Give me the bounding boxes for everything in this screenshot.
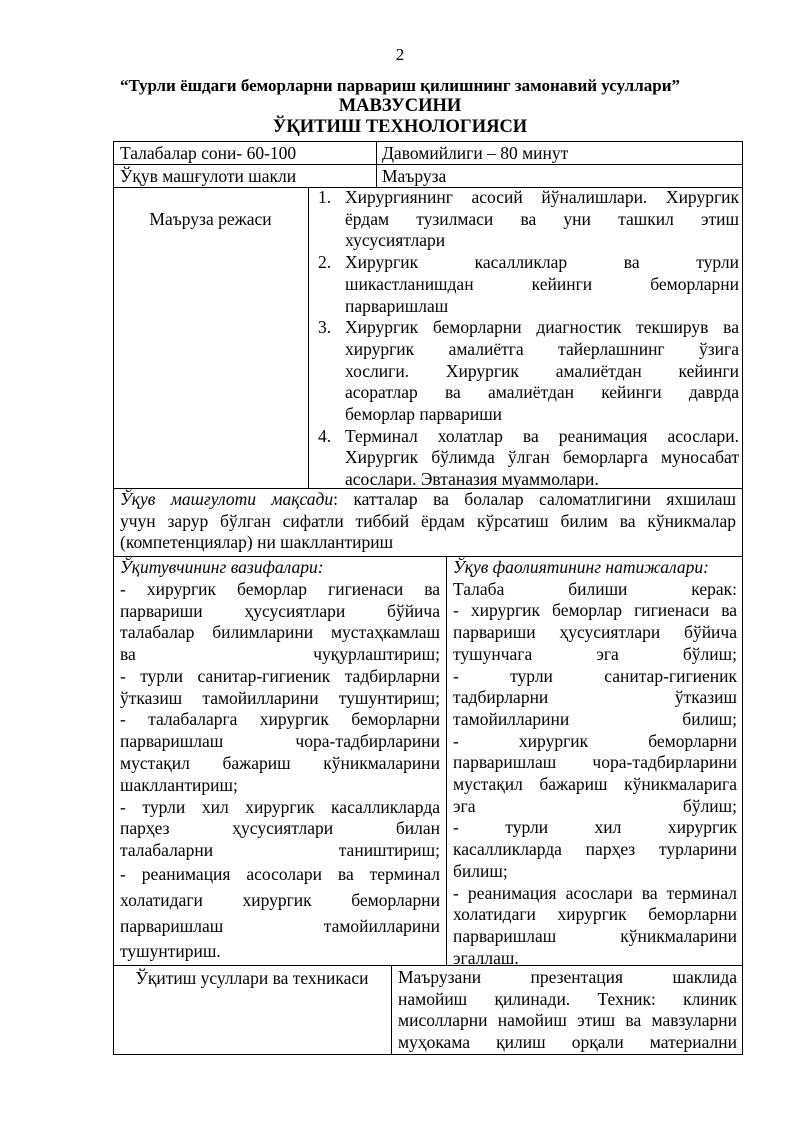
teacher-task-line: ўтказиш тамойилларини тушунтириш; <box>120 687 440 708</box>
learning-result-line: мустақил бажариш кўникмаларига <box>453 774 737 795</box>
learning-result-line: - хирургик беморларни <box>453 730 737 751</box>
teacher-task-line: - турли санитар-гигиеник тадбирларни <box>120 665 440 686</box>
lecture-plan-item-line: шикастланишдан кейинги беморларни <box>345 273 739 294</box>
title-line-3: ЎҚИТИШ ТЕХНОЛОГИЯСИ <box>272 117 528 137</box>
duration: Давомийлиги – 80 минут <box>382 143 569 163</box>
lecture-plan-item <box>309 426 739 491</box>
methods-line: намойиш қилинади. Техник: клиник <box>398 988 737 1009</box>
lecture-plan-item <box>309 317 739 426</box>
learning-result-line: эгаллаш. <box>453 947 519 968</box>
methods-line: Маърузани презентация шаклида <box>398 967 737 987</box>
lecture-plan-item-line: хусусиятлари <box>345 230 446 251</box>
lecture-plan-item-number: 1. <box>318 187 332 207</box>
learning-result-line: - хирургик беморлар гигиенаси ва <box>453 600 737 621</box>
teacher-tasks-title: Ўқитувчининг вазифалари: <box>120 557 324 577</box>
teacher-task-line: - хирургик беморлар гигиенаси ва <box>120 578 440 599</box>
lecture-plan-item-line: Терминал холатлар ва реанимация асослари. <box>345 425 739 446</box>
learning-result-line: тушунчага эга бўлиш; <box>453 643 737 664</box>
lecture-plan-item-line: беморлар парвариши <box>345 404 503 425</box>
lecture-plan-item-line: асоратлар ва амалиётдан кейинги даврда <box>345 382 739 403</box>
lecture-plan-item-line: ёрдам тузилмаси ва уни ташкил этиш <box>345 208 739 229</box>
learning-result-line: Талаба билиши керак: <box>453 578 737 599</box>
teacher-task-line: парҳез ҳусусиятлари билан <box>120 818 440 839</box>
teacher-task-line: шакллантириш; <box>120 774 238 795</box>
methods-label: Ўқитиш усуллари ва техникаси <box>135 968 369 988</box>
learning-result-line: парвариши ҳусусиятлари бўйича <box>453 622 737 643</box>
lecture-plan-item-line: Хирургик беморларни диагностик текширув ва <box>345 317 739 338</box>
teacher-task-line: парваришлаш чора-тадбирларини <box>120 731 440 752</box>
goal-text: : катталар ва болалар саломатлигини яхшилаш <box>333 489 736 509</box>
learning-result-line: тадбирларни ўтказиш <box>453 687 737 708</box>
lecture-plan-item-line: парваришлаш <box>345 295 449 316</box>
lecture-plan-item-line: асослари. Эвтаназия муаммолари. <box>345 469 599 490</box>
teacher-task-line: - турли хил хирургик касалликларда <box>120 796 440 817</box>
learning-result-line: тамойилларини билиш; <box>453 708 737 729</box>
lecture-plan-item-number: 2. <box>318 252 332 273</box>
teacher-task-line: - талабаларга хирургик беморларни <box>120 709 440 730</box>
goal-line: учун зарур бўлган сифатли тиббий ёрдам кўрсатиш билим ва кўникмалар <box>120 510 736 531</box>
teacher-tasks <box>120 557 440 965</box>
title-line-1: “Турли ёшдаги беморларни парвариш қилишнинг замонавий усуллари” <box>119 76 681 95</box>
learning-results-title: Ўқув фаолиятининг натижалари: <box>453 557 709 577</box>
learning-result-line: холатидаги хирургик беморларни <box>453 904 737 925</box>
teacher-task-line: - реанимация асосолари ва терминал <box>120 864 440 885</box>
teacher-task-line: мустақил бажариш кўникмаларини <box>120 753 440 774</box>
learning-result-line: касалликларда парҳез турларини <box>453 839 737 860</box>
learning-result-line: - реанимация асослари ва терминал <box>453 882 737 903</box>
learning-result-line: - турли санитар-гигиеник <box>453 665 737 686</box>
methods-value <box>398 967 737 1054</box>
lecture-plan-item-line: Хирургиянинг асосий йўналишлари. Хирургик <box>345 187 739 207</box>
lesson-form-value: Маъруза <box>382 166 447 186</box>
learning-result-line: - турли хил хирургик <box>453 817 737 838</box>
learning-result-line: парваришлаш кўникмаларини <box>453 925 737 946</box>
lecture-plan-item-line: хослиги. Хирургик амалиётдан кейинги <box>345 360 739 381</box>
teacher-task-line: парвариши ҳусусиятлари бўйича <box>120 600 440 621</box>
document-title <box>0 75 800 138</box>
goal-label: Ўқув машғулоти мақсади <box>120 489 334 509</box>
lecture-plan-item-line: Хирургик касалликлар ва турли <box>345 252 739 273</box>
lecture-plan-item <box>309 252 739 317</box>
teacher-task-line: талабаларни таништириш; <box>120 840 440 861</box>
lecture-plan-item-line: Хирургик бўлимда ўлган беморларга муносабат <box>345 447 739 468</box>
title-line-2: МАВЗУСИНИ <box>338 96 462 116</box>
page-number: 2 <box>395 45 405 64</box>
teacher-task-line: холатидаги хирургик беморларни <box>120 889 440 910</box>
lecture-plan-item-number: 3. <box>318 317 332 338</box>
goal-line <box>120 489 736 511</box>
teacher-task-line: тушунтириш. <box>120 941 221 962</box>
lecture-plan-item <box>309 187 739 252</box>
students-count: Талабалар сони- 60-100 <box>120 143 297 163</box>
lesson-form-label: Ўқув машғулоти шакли <box>120 166 297 186</box>
teacher-task-line: парваришлаш тамойилларини <box>120 915 440 936</box>
learning-result-line: парваришлаш чора-тадбирларини <box>453 752 737 773</box>
lecture-plan-item-line: хирургик амалиётга тайерлашнинг ўзига <box>345 338 739 359</box>
lecture-plan-item-number: 4. <box>318 425 332 446</box>
methods-line: муҳокама қилиш орқали материални <box>398 1032 737 1053</box>
lecture-plan-list <box>309 187 739 491</box>
teacher-task-line: ва чуқурлаштириш; <box>120 644 440 665</box>
goal-line: (компетенциялар) ни шакллантириш <box>120 532 394 553</box>
learning-result-line: эга бўлиш; <box>453 795 737 816</box>
lecture-plan-label: Маъруза режаси <box>149 209 272 229</box>
learning-results <box>453 557 737 969</box>
lesson-goal <box>120 489 736 554</box>
methods-line: мисолларни намойиш этиш ва мавзуларни <box>398 1010 737 1031</box>
learning-result-line: билиш; <box>453 860 508 881</box>
teacher-task-line: талабалар билимларини мустаҳкамлаш <box>120 622 440 643</box>
